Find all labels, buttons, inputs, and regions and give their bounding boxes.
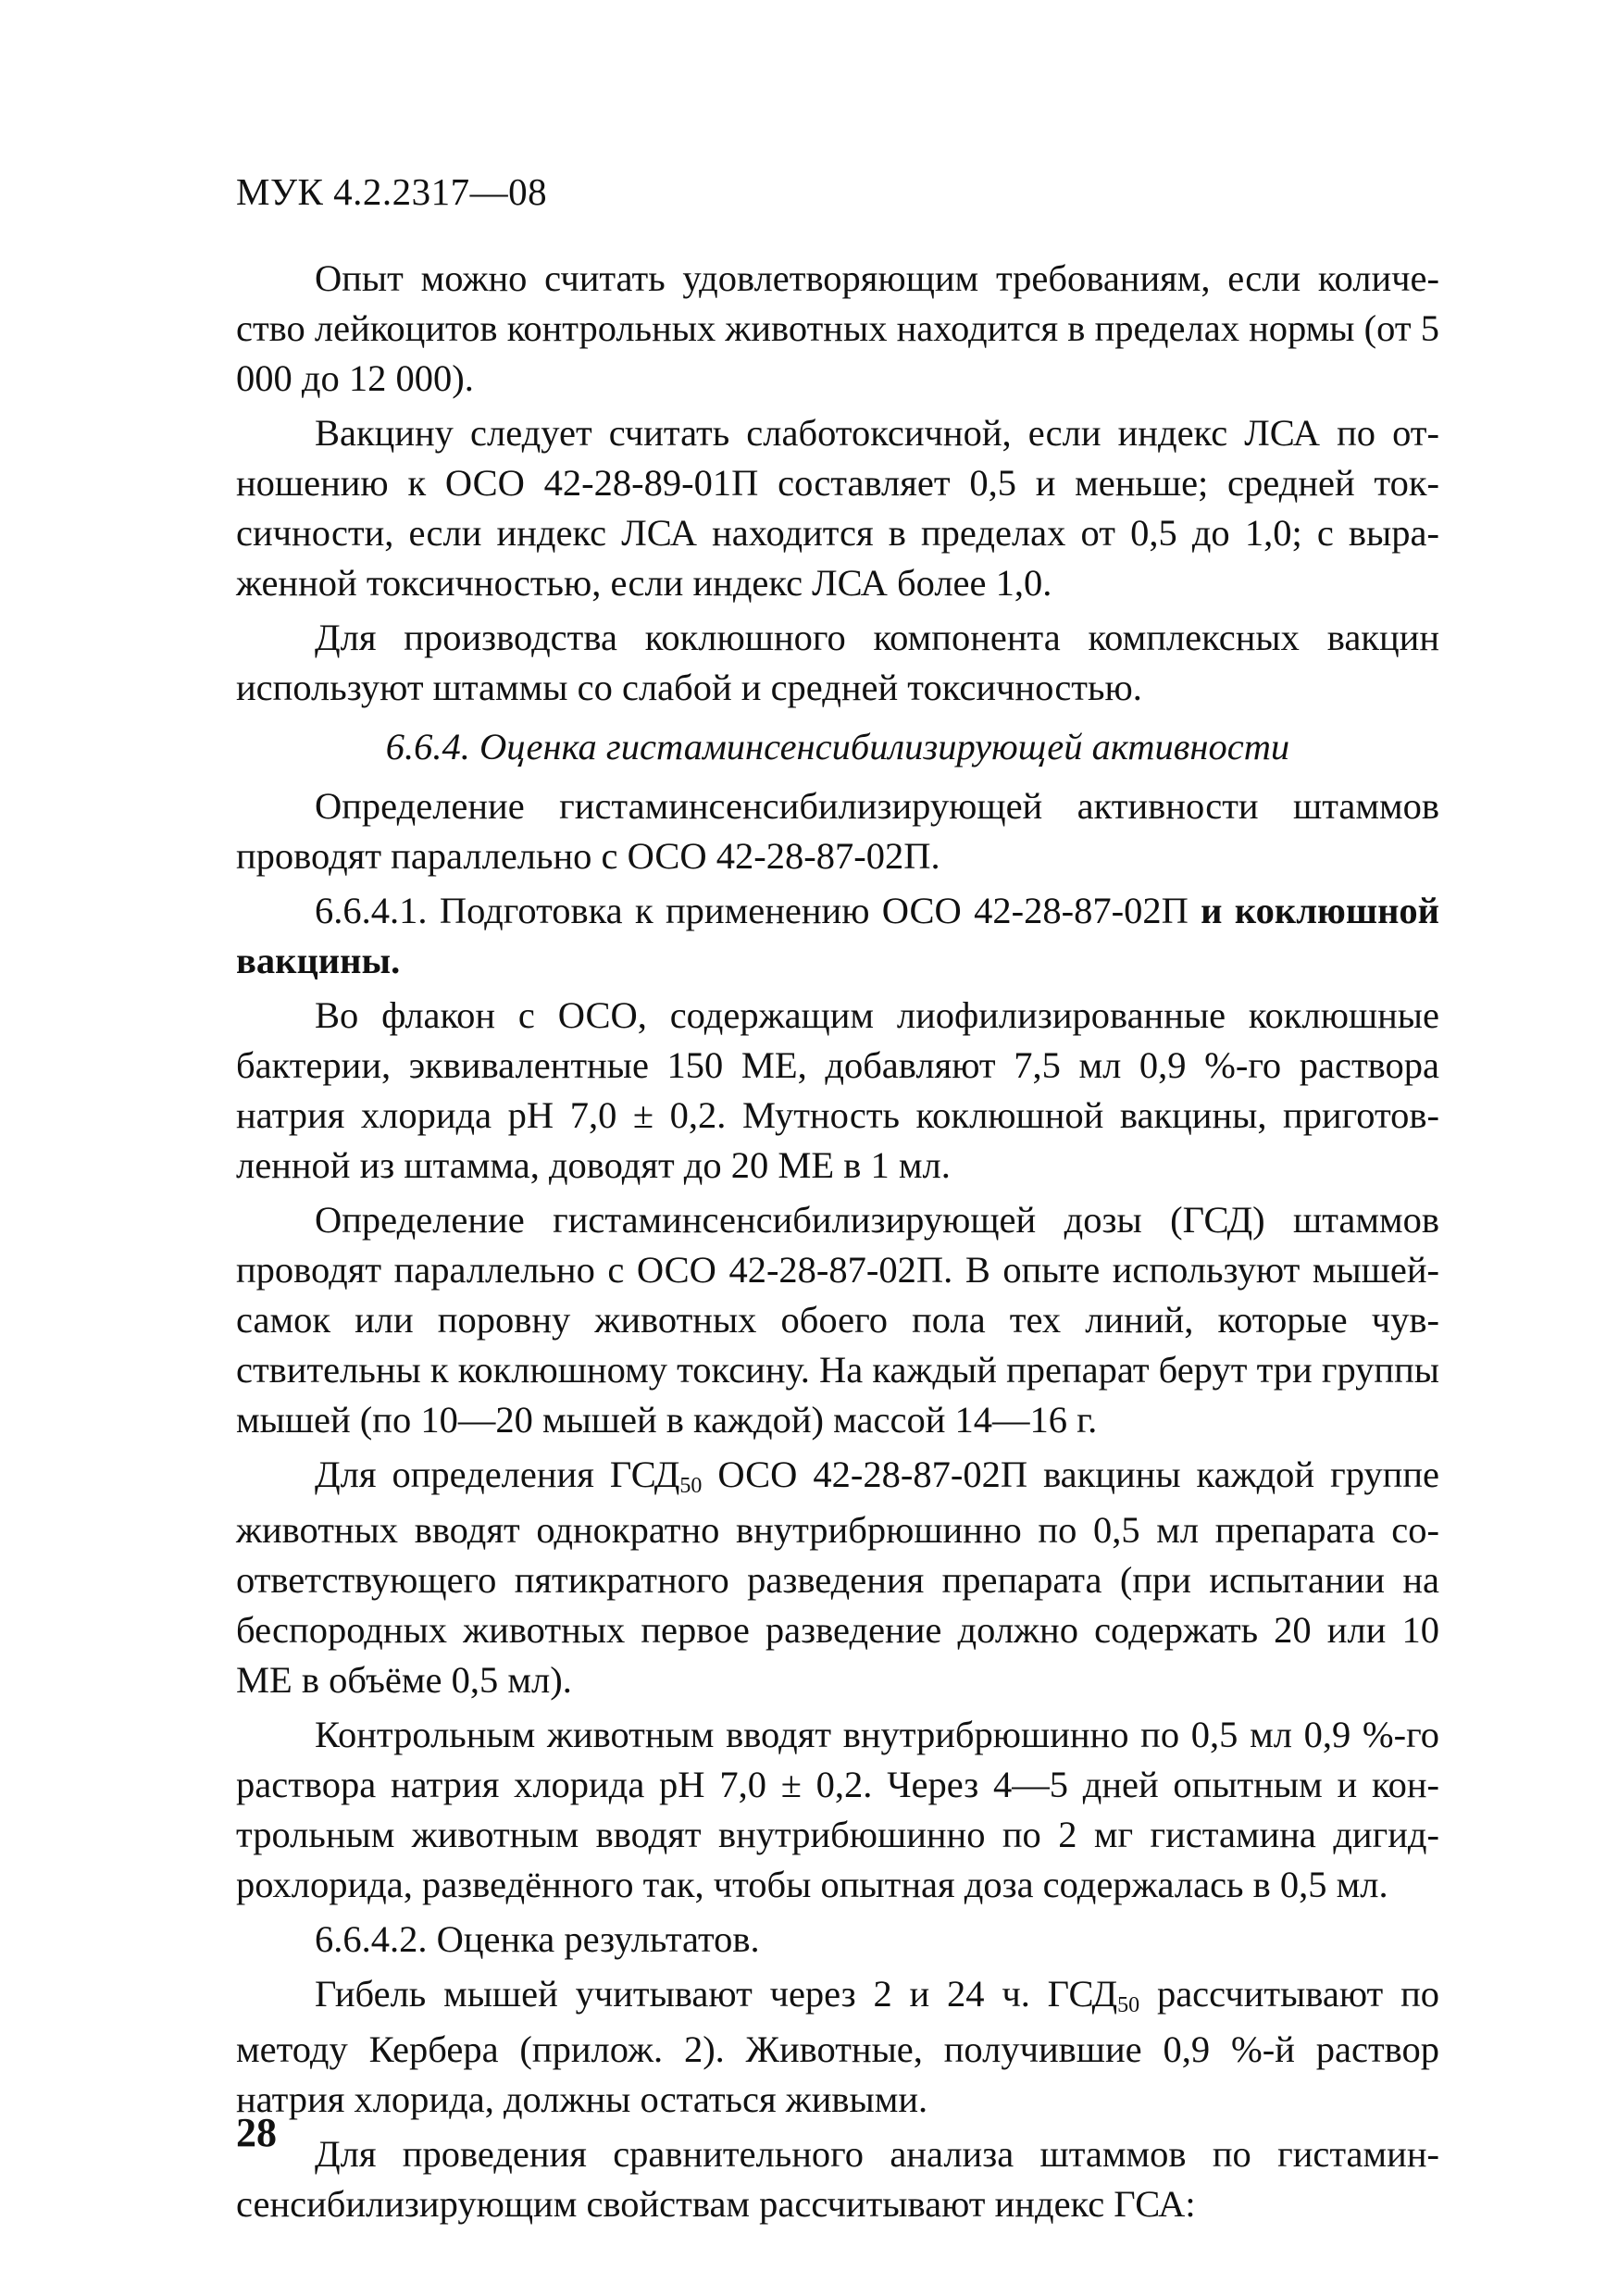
paragraph-mortality-count xyxy=(236,1969,1439,2125)
paragraph-results-heading: 6.6.4.2. Оценка результатов. xyxy=(315,1918,760,1960)
gsd50-text-a: Для определения ГСД xyxy=(315,1454,680,1495)
paragraph-gsd50-procedure xyxy=(236,1450,1439,1705)
document-page xyxy=(236,167,1439,2234)
preparation-heading-plain: 6.6.4.1. Подготовка к применению ОСО 42-28-87-02П xyxy=(315,890,1201,931)
section-title-histamine-activity: 6.6.4. Оценка гистаминсенсибилизирующей активности xyxy=(385,726,1290,767)
paragraph-toxicity-criteria: Вакцину следует считать слаботоксичной, если индекс ЛСА по отношению к ОСО 42-28-89-01П составляет 0,5 и меньше; средней токсичности, если индекс ЛСА находится в пределах от 0,5 до 1,0; с выраженной токсичностью, если индекс ЛСА более 1,0. xyxy=(236,412,1439,604)
paragraph-leukocyte-norm: Опыт можно считать удовлетворяющим требованиям, если количество лейкоцитов контрольных животных находится в пределах нормы (от 5 000 до 12 000). xyxy=(236,257,1439,399)
paragraph-control-animals: Контрольным животным вводят внутрибрюшинно по 0,5 мл 0,9 %-го раствора натрия хлорида рН 7,0 ± 0,2. Через 4—5 дней опытным и контрольным животным вводят внутрибюшинно по 2 мг гистамина дигидрохлорида, разведённого так, чтобы опытная доза содержалась в 0,5 мл. xyxy=(236,1714,1439,1905)
paragraph-dose-determination: Определение гистаминсенсибилизирующей дозы (ГСД) штаммов проводят параллельно с ОСО 42-28-87-02П. В опыте используют мышей-самок или поровну животных обоего пола тех линий, которые чувствительны к коклюшному токсину. На каждый препарат берут три группы мышей (по 10—20 мышей в каждой) массой 14—16 г. xyxy=(236,1199,1439,1441)
mortality-text-b: рассчитывают по методу Кербера (прилож. 2). Животные, получившие 0,9 %-й раствор натрия хлорида, должны остаться живыми. xyxy=(236,1973,1439,2120)
page-number: 28 xyxy=(236,2110,277,2155)
document-code-header: МУК 4.2.2317—08 xyxy=(236,170,548,213)
paragraph-strain-usage: Для производства коклюшного компонента комплексных вакцин используют штаммы со слабой и средней токсичностью. xyxy=(236,617,1439,708)
gsd50-text-b: ОСО 42-28-87-02П вакцины каждой группе животных вводят однократно внутрибрюшинно по 0,5 мл препарата соответствующего пятикратного разведения препарата (при испытании на беспородных животных первое разведение должно содержать 20 или 10 МЕ в объёме 0,5 мл). xyxy=(236,1454,1440,1701)
paragraph-histamine-determination: Определение гистаминсенсибилизирующей активности штаммов проводят параллельно с ОСО 42-28-87-02П. xyxy=(236,785,1439,877)
mortality-subscript: 50 xyxy=(1117,1993,1140,2017)
paragraph-vial-preparation: Во флакон с ОСО, содержащим лиофилизированные коклюшные бактерии, эквивалентные 150 МЕ, добавляют 7,5 мл 0,9 %-го раствора натрия хлорида рН 7,0 ± 0,2. Мутность коклюшной вакцины, приготовленной из штамма, доводят до 20 МЕ в 1 мл. xyxy=(236,994,1439,1186)
paragraph-gsa-index: Для проведения сравнительного анализа штаммов по гистаминсенсибилизирующим свойствам рассчитывают индекс ГСА: xyxy=(236,2133,1439,2225)
preparation-heading-bold: и коклюшной вакцины. xyxy=(236,890,1439,981)
paragraph-preparation-heading xyxy=(236,886,1439,986)
mortality-text-a: Гибель мышей учитывают через 2 и 24 ч. ГСД xyxy=(315,1973,1118,2015)
gsd50-subscript: 50 xyxy=(679,1474,703,1498)
